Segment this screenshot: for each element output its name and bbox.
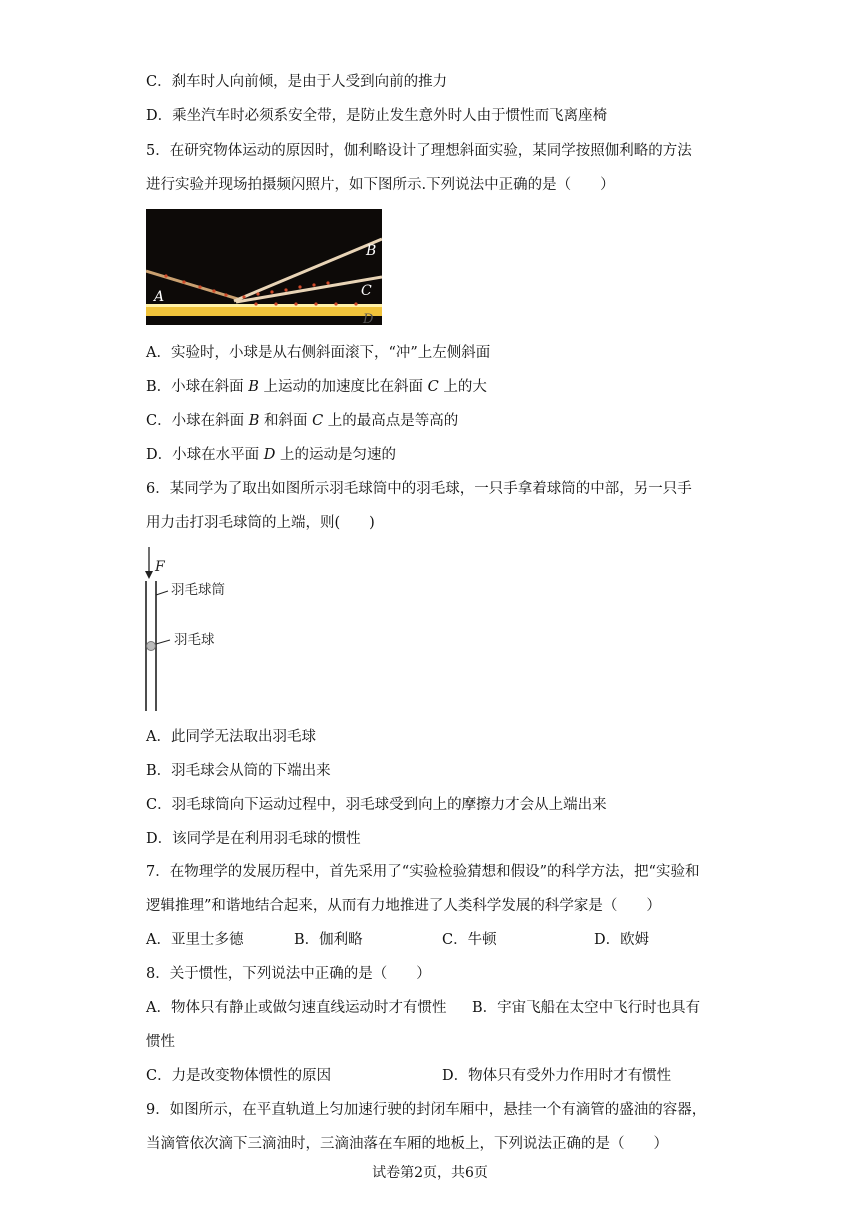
q9-stem-line2: 当滴管依次滴下三滴油时，三滴油落在车厢的地板上，下列说法正确的是（ ）: [146, 1136, 668, 1152]
q8-option-b-cont: 惯性: [146, 1034, 175, 1050]
q6-option-c: C．羽毛球筒向下运动过程中，羽毛球受到向上的摩擦力才会从上端出来: [146, 797, 607, 813]
q4-option-d: D．乘坐汽车时必须系安全带，是防止发生意外时人由于惯性而飞离座椅: [146, 108, 608, 124]
q5-option-b: B．小球在斜面 B 上运动的加速度比在斜面 C 上的大: [146, 379, 487, 395]
q5-option-d: D．小球在水平面 D 上的运动是匀速的: [146, 447, 396, 463]
shuttlecock-ball: [147, 642, 156, 651]
q6-option-a: A．此同学无法取出羽毛球: [146, 729, 316, 745]
q7-option-b: B．伽利略: [294, 932, 363, 948]
tube-label: 羽毛球筒: [171, 582, 225, 598]
photo-label-b: B: [366, 243, 377, 259]
photo-label-c: C: [361, 283, 372, 299]
q8-option-c: C．力是改变物体惯性的原因: [146, 1068, 332, 1084]
photo-label-a: A: [154, 289, 165, 305]
q5-option-c: C．小球在斜面 B 和斜面 C 上的最高点是等高的: [146, 413, 459, 429]
q8-options-row1: [146, 998, 746, 1018]
q7-option-c: C．牛顿: [442, 932, 497, 948]
q7-stem-line2: 逻辑推理”和谐地结合起来，从而有力地推进了人类科学发展的科学家是（ ）: [146, 898, 661, 914]
q7-option-a: A．亚里士多德: [146, 932, 244, 948]
ball-label: 羽毛球: [174, 632, 215, 648]
q7-stem-line1: 7．在物理学的发展历程中，首先采用了“实验检验猜想和假设”的科学方法，把“实验和: [146, 864, 700, 880]
q5-option-a: A．实验时，小球是从右侧斜面滚下，“冲”上左侧斜面: [146, 345, 491, 361]
q6-shuttlecock-tube-figure: [140, 545, 260, 715]
q4-option-c: C．刹车时人向前倾，是由于人受到向前的推力: [146, 74, 448, 90]
q5-strobe-photo: [146, 209, 382, 325]
q6-option-b: B．羽毛球会从筒的下端出来: [146, 763, 331, 779]
q7-option-d: D．欧姆: [594, 932, 650, 948]
q5-stem-line1: 5．在研究物体运动的原因时，伽利略设计了理想斜面实验，某同学按照伽利略的方法: [146, 143, 692, 159]
q6-stem-line1: 6．某同学为了取出如图所示羽毛球筒中的羽毛球，一只手拿着球筒的中部，另一只手: [146, 481, 692, 497]
q8-stem: 8．关于惯性，下列说法中正确的是（ ）: [146, 966, 431, 982]
page-footer: 试卷第2页，共6页: [372, 1165, 488, 1181]
q6-option-d: D．该同学是在利用羽毛球的惯性: [146, 831, 361, 847]
q5-stem-line2: 进行实验并现场拍摄频闪照片，如下图所示.下列说法中正确的是（ ）: [146, 177, 615, 193]
q6-stem-line2: 用力击打羽毛球筒的上端，则( ): [146, 515, 375, 531]
photo-label-d: D: [363, 312, 374, 325]
q8-option-b: B．宇宙飞船在太空中飞行时也具有: [472, 1000, 701, 1016]
q9-stem-line1: 9．如图所示，在平直轨道上匀加速行驶的封闭车厢中，悬挂一个有滴管的盛油的容器，: [146, 1102, 707, 1118]
force-label: F: [155, 559, 165, 575]
q8-options-row2: [146, 1066, 746, 1086]
q7-options: [146, 930, 746, 950]
q8-option-d: D．物体只有受外力作用时才有惯性: [442, 1068, 672, 1084]
q8-option-a: A．物体只有静止或做匀速直线运动时才有惯性: [146, 1000, 447, 1016]
